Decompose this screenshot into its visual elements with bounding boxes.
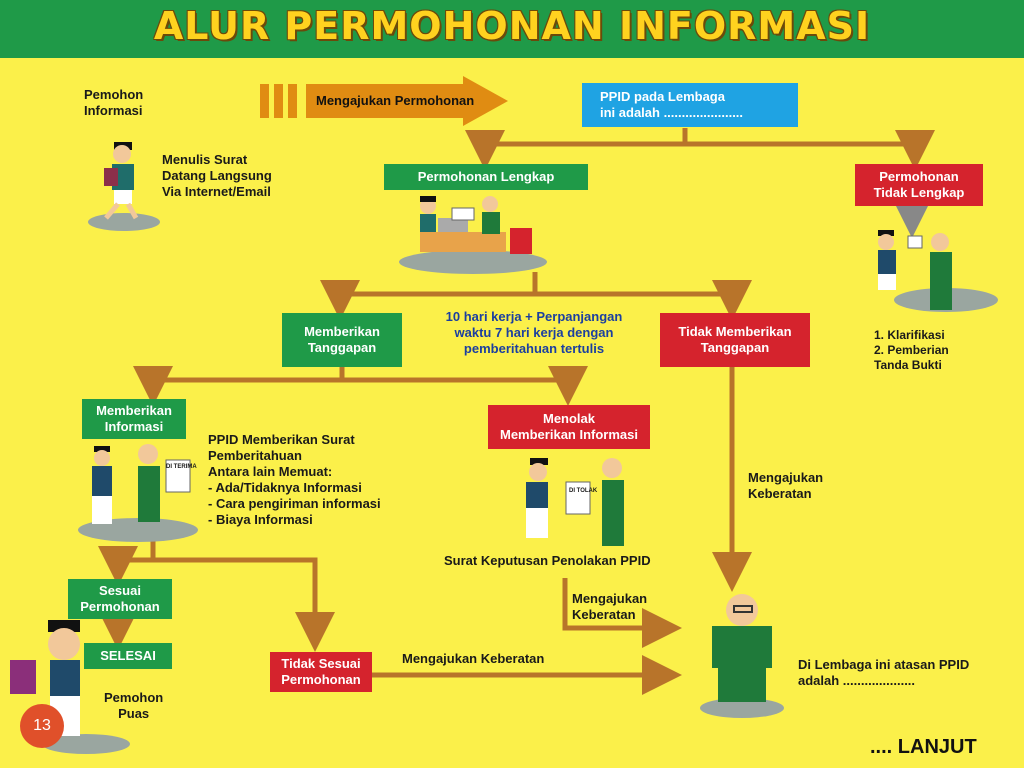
objection-label-right: Mengajukan Keberatan xyxy=(748,470,824,501)
reject-box: Menolak Memberikan Informasi xyxy=(488,405,650,449)
applicant-methods: Menulis Surat Datang Langsung Via Internet/Email xyxy=(162,152,272,199)
rejection-figure xyxy=(500,454,646,550)
give-response-box: Memberikan Tanggapan xyxy=(282,313,402,367)
desk-meeting-figure xyxy=(398,188,548,276)
matches-request-box: Sesuai Permohonan xyxy=(68,579,172,619)
ppid-superior-figure xyxy=(698,592,788,720)
rejection-caption: Surat Keputusan Penolakan PPID xyxy=(444,553,651,568)
page-title: ALUR PERMOHONAN INFORMASI xyxy=(153,4,871,48)
giving-information-figure xyxy=(76,440,200,544)
give-information-box: Memberikan Informasi xyxy=(82,399,186,439)
applicant-label: Pemohon Informasi xyxy=(84,87,144,118)
doc-rejected-label: DI TOLAK xyxy=(569,488,598,494)
continue-label: .... LANJUT xyxy=(870,736,977,758)
objection-label-bottom: Mengajukan Keberatan xyxy=(402,651,545,666)
complete-request-box: Permohonan Lengkap xyxy=(384,164,588,190)
done-box: SELESAI xyxy=(84,643,172,669)
ppid-box: PPID pada Lembaga ini adalah ...................... xyxy=(582,83,798,127)
superior-ppid-text: Di Lembaga ini atasan PPID adalah .................... xyxy=(798,657,970,688)
submit-request-label: Mengajukan Permohonan xyxy=(316,93,475,108)
applicant-satisfied: Pemohon Puas xyxy=(104,690,164,721)
no-response-box: Tidak Memberikan Tanggapan xyxy=(660,313,810,367)
applicant-walking-figure xyxy=(84,122,164,234)
incomplete-steps: 1. Klarifikasi 2. Pemberian Tanda Bukti xyxy=(874,328,949,372)
notification-letter-text: PPID Memberikan Surat Pemberitahuan Antara lain Memuat: - Ada/Tidaknya Informasi - Cara pengiriman informasi - Biaya Informasi xyxy=(208,432,381,527)
page-number-badge: 13 xyxy=(20,704,64,748)
objection-label-middle: Mengajukan Keberatan xyxy=(572,591,648,622)
deadline-note: 10 hari kerja + Perpanjangan waktu 7 hari kerja dengan pemberitahuan tertulis xyxy=(445,309,623,356)
not-matching-box: Tidak Sesuai Permohonan xyxy=(270,652,372,692)
doc-received-label: DI TERIMA xyxy=(166,464,197,470)
incomplete-request-box: Permohonan Tidak Lengkap xyxy=(855,164,983,206)
clarification-figure xyxy=(868,228,998,320)
